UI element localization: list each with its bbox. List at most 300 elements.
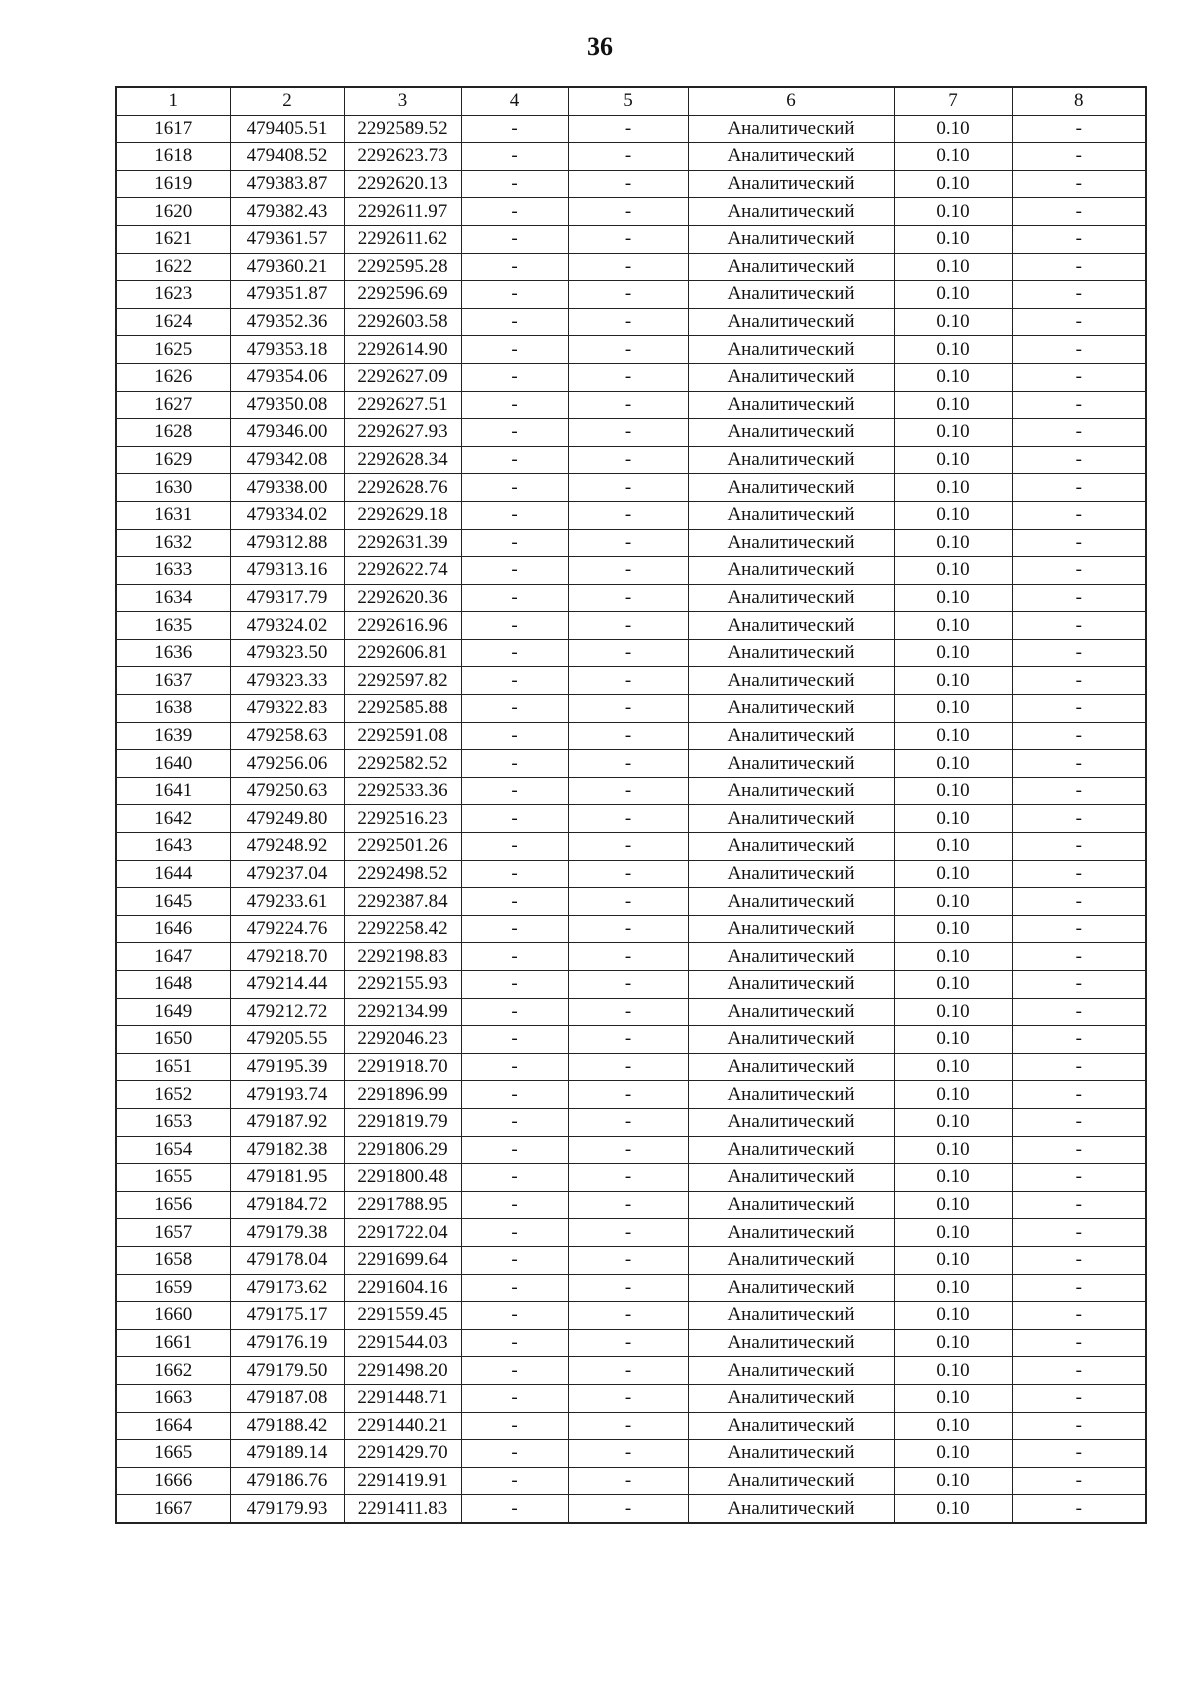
accuracy-cell: 0.10 xyxy=(894,1384,1012,1412)
column-5-cell: - xyxy=(568,170,688,198)
table-row xyxy=(116,860,1146,888)
x-coordinate-cell: 479218.70 xyxy=(230,943,344,971)
column-4-cell: - xyxy=(461,1329,568,1357)
column-header-6: 6 xyxy=(688,87,894,115)
column-8-cell: - xyxy=(1012,777,1146,805)
method-cell: Аналитический xyxy=(688,1357,894,1385)
point-number-cell: 1617 xyxy=(116,115,230,143)
column-5-cell: - xyxy=(568,529,688,557)
column-5-cell: - xyxy=(568,805,688,833)
table-row xyxy=(116,1384,1146,1412)
table-row xyxy=(116,888,1146,916)
column-5-cell: - xyxy=(568,639,688,667)
column-header-5: 5 xyxy=(568,87,688,115)
column-5-cell: - xyxy=(568,1329,688,1357)
x-coordinate-cell: 479233.61 xyxy=(230,888,344,916)
column-5-cell: - xyxy=(568,281,688,309)
column-8-cell: - xyxy=(1012,612,1146,640)
column-4-cell: - xyxy=(461,281,568,309)
column-5-cell: - xyxy=(568,1274,688,1302)
column-4-cell: - xyxy=(461,225,568,253)
x-coordinate-cell: 479256.06 xyxy=(230,750,344,778)
accuracy-cell: 0.10 xyxy=(894,805,1012,833)
column-5-cell: - xyxy=(568,1412,688,1440)
column-5-cell: - xyxy=(568,1026,688,1054)
table-row xyxy=(116,1467,1146,1495)
method-cell: Аналитический xyxy=(688,695,894,723)
column-header-3: 3 xyxy=(344,87,461,115)
x-coordinate-cell: 479250.63 xyxy=(230,777,344,805)
table-row xyxy=(116,1026,1146,1054)
column-4-cell: - xyxy=(461,833,568,861)
method-cell: Аналитический xyxy=(688,143,894,171)
y-coordinate-cell: 2292498.52 xyxy=(344,860,461,888)
accuracy-cell: 0.10 xyxy=(894,998,1012,1026)
column-4-cell: - xyxy=(461,474,568,502)
header-row xyxy=(116,87,1146,115)
accuracy-cell: 0.10 xyxy=(894,1495,1012,1523)
point-number-cell: 1639 xyxy=(116,722,230,750)
column-8-cell: - xyxy=(1012,1329,1146,1357)
point-number-cell: 1640 xyxy=(116,750,230,778)
column-5-cell: - xyxy=(568,253,688,281)
x-coordinate-cell: 479187.92 xyxy=(230,1108,344,1136)
method-cell: Аналитический xyxy=(688,1495,894,1523)
point-number-cell: 1652 xyxy=(116,1081,230,1109)
point-number-cell: 1661 xyxy=(116,1329,230,1357)
method-cell: Аналитический xyxy=(688,1136,894,1164)
column-5-cell: - xyxy=(568,777,688,805)
table-row xyxy=(116,446,1146,474)
y-coordinate-cell: 2292589.52 xyxy=(344,115,461,143)
accuracy-cell: 0.10 xyxy=(894,667,1012,695)
y-coordinate-cell: 2292631.39 xyxy=(344,529,461,557)
column-5-cell: - xyxy=(568,1164,688,1192)
x-coordinate-cell: 479188.42 xyxy=(230,1412,344,1440)
table-row xyxy=(116,722,1146,750)
y-coordinate-cell: 2291819.79 xyxy=(344,1108,461,1136)
column-4-cell: - xyxy=(461,1164,568,1192)
method-cell: Аналитический xyxy=(688,170,894,198)
column-5-cell: - xyxy=(568,722,688,750)
point-number-cell: 1666 xyxy=(116,1467,230,1495)
table-row xyxy=(116,639,1146,667)
y-coordinate-cell: 2292622.74 xyxy=(344,557,461,585)
point-number-cell: 1621 xyxy=(116,225,230,253)
y-coordinate-cell: 2291419.91 xyxy=(344,1467,461,1495)
accuracy-cell: 0.10 xyxy=(894,308,1012,336)
column-8-cell: - xyxy=(1012,419,1146,447)
table-row xyxy=(116,1108,1146,1136)
accuracy-cell: 0.10 xyxy=(894,419,1012,447)
y-coordinate-cell: 2292614.90 xyxy=(344,336,461,364)
y-coordinate-cell: 2292596.69 xyxy=(344,281,461,309)
table-row xyxy=(116,501,1146,529)
table-row xyxy=(116,667,1146,695)
column-4-cell: - xyxy=(461,1357,568,1385)
column-5-cell: - xyxy=(568,225,688,253)
method-cell: Аналитический xyxy=(688,1026,894,1054)
accuracy-cell: 0.10 xyxy=(894,888,1012,916)
y-coordinate-cell: 2292198.83 xyxy=(344,943,461,971)
column-4-cell: - xyxy=(461,860,568,888)
y-coordinate-cell: 2292501.26 xyxy=(344,833,461,861)
column-8-cell: - xyxy=(1012,170,1146,198)
method-cell: Аналитический xyxy=(688,943,894,971)
column-4-cell: - xyxy=(461,1412,568,1440)
x-coordinate-cell: 479312.88 xyxy=(230,529,344,557)
table-row xyxy=(116,1191,1146,1219)
accuracy-cell: 0.10 xyxy=(894,529,1012,557)
method-cell: Аналитический xyxy=(688,777,894,805)
x-coordinate-cell: 479346.00 xyxy=(230,419,344,447)
table-row xyxy=(116,750,1146,778)
point-number-cell: 1637 xyxy=(116,667,230,695)
y-coordinate-cell: 2291699.64 xyxy=(344,1246,461,1274)
column-5-cell: - xyxy=(568,115,688,143)
column-5-cell: - xyxy=(568,198,688,226)
accuracy-cell: 0.10 xyxy=(894,639,1012,667)
column-8-cell: - xyxy=(1012,143,1146,171)
method-cell: Аналитический xyxy=(688,336,894,364)
table-row xyxy=(116,584,1146,612)
accuracy-cell: 0.10 xyxy=(894,1108,1012,1136)
column-4-cell: - xyxy=(461,143,568,171)
accuracy-cell: 0.10 xyxy=(894,612,1012,640)
column-8-cell: - xyxy=(1012,1136,1146,1164)
x-coordinate-cell: 479258.63 xyxy=(230,722,344,750)
accuracy-cell: 0.10 xyxy=(894,170,1012,198)
method-cell: Аналитический xyxy=(688,281,894,309)
x-coordinate-cell: 479224.76 xyxy=(230,915,344,943)
method-cell: Аналитический xyxy=(688,115,894,143)
point-number-cell: 1662 xyxy=(116,1357,230,1385)
y-coordinate-cell: 2292533.36 xyxy=(344,777,461,805)
y-coordinate-cell: 2291788.95 xyxy=(344,1191,461,1219)
column-4-cell: - xyxy=(461,1053,568,1081)
point-number-cell: 1657 xyxy=(116,1219,230,1247)
column-5-cell: - xyxy=(568,336,688,364)
table-row xyxy=(116,777,1146,805)
column-5-cell: - xyxy=(568,695,688,723)
y-coordinate-cell: 2292628.34 xyxy=(344,446,461,474)
column-8-cell: - xyxy=(1012,1302,1146,1330)
column-5-cell: - xyxy=(568,1495,688,1523)
accuracy-cell: 0.10 xyxy=(894,971,1012,999)
y-coordinate-cell: 2291918.70 xyxy=(344,1053,461,1081)
accuracy-cell: 0.10 xyxy=(894,833,1012,861)
y-coordinate-cell: 2292623.73 xyxy=(344,143,461,171)
column-8-cell: - xyxy=(1012,1495,1146,1523)
column-4-cell: - xyxy=(461,1274,568,1302)
column-8-cell: - xyxy=(1012,281,1146,309)
accuracy-cell: 0.10 xyxy=(894,584,1012,612)
y-coordinate-cell: 2291448.71 xyxy=(344,1384,461,1412)
point-number-cell: 1627 xyxy=(116,391,230,419)
method-cell: Аналитический xyxy=(688,1302,894,1330)
accuracy-cell: 0.10 xyxy=(894,1246,1012,1274)
accuracy-cell: 0.10 xyxy=(894,777,1012,805)
method-cell: Аналитический xyxy=(688,363,894,391)
accuracy-cell: 0.10 xyxy=(894,1412,1012,1440)
method-cell: Аналитический xyxy=(688,915,894,943)
x-coordinate-cell: 479193.74 xyxy=(230,1081,344,1109)
y-coordinate-cell: 2291604.16 xyxy=(344,1274,461,1302)
table-row xyxy=(116,308,1146,336)
column-8-cell: - xyxy=(1012,1467,1146,1495)
column-5-cell: - xyxy=(568,888,688,916)
x-coordinate-cell: 479324.02 xyxy=(230,612,344,640)
accuracy-cell: 0.10 xyxy=(894,281,1012,309)
column-5-cell: - xyxy=(568,1219,688,1247)
y-coordinate-cell: 2291498.20 xyxy=(344,1357,461,1385)
accuracy-cell: 0.10 xyxy=(894,1136,1012,1164)
accuracy-cell: 0.10 xyxy=(894,1302,1012,1330)
x-coordinate-cell: 479189.14 xyxy=(230,1440,344,1468)
accuracy-cell: 0.10 xyxy=(894,860,1012,888)
accuracy-cell: 0.10 xyxy=(894,336,1012,364)
method-cell: Аналитический xyxy=(688,750,894,778)
column-8-cell: - xyxy=(1012,1053,1146,1081)
column-5-cell: - xyxy=(568,915,688,943)
y-coordinate-cell: 2291411.83 xyxy=(344,1495,461,1523)
column-8-cell: - xyxy=(1012,915,1146,943)
point-number-cell: 1624 xyxy=(116,308,230,336)
column-4-cell: - xyxy=(461,1302,568,1330)
table-row xyxy=(116,943,1146,971)
x-coordinate-cell: 479405.51 xyxy=(230,115,344,143)
x-coordinate-cell: 479179.93 xyxy=(230,1495,344,1523)
column-4-cell: - xyxy=(461,915,568,943)
column-4-cell: - xyxy=(461,1136,568,1164)
accuracy-cell: 0.10 xyxy=(894,695,1012,723)
point-number-cell: 1628 xyxy=(116,419,230,447)
table-row xyxy=(116,474,1146,502)
column-5-cell: - xyxy=(568,833,688,861)
method-cell: Аналитический xyxy=(688,833,894,861)
point-number-cell: 1634 xyxy=(116,584,230,612)
column-5-cell: - xyxy=(568,943,688,971)
column-4-cell: - xyxy=(461,253,568,281)
y-coordinate-cell: 2292134.99 xyxy=(344,998,461,1026)
x-coordinate-cell: 479182.38 xyxy=(230,1136,344,1164)
table-row xyxy=(116,695,1146,723)
column-4-cell: - xyxy=(461,805,568,833)
method-cell: Аналитический xyxy=(688,1329,894,1357)
point-number-cell: 1638 xyxy=(116,695,230,723)
column-5-cell: - xyxy=(568,557,688,585)
method-cell: Аналитический xyxy=(688,1053,894,1081)
column-4-cell: - xyxy=(461,777,568,805)
table-row xyxy=(116,225,1146,253)
point-number-cell: 1630 xyxy=(116,474,230,502)
point-number-cell: 1636 xyxy=(116,639,230,667)
accuracy-cell: 0.10 xyxy=(894,1191,1012,1219)
column-5-cell: - xyxy=(568,750,688,778)
table-row xyxy=(116,198,1146,226)
y-coordinate-cell: 2292627.51 xyxy=(344,391,461,419)
accuracy-cell: 0.10 xyxy=(894,501,1012,529)
column-8-cell: - xyxy=(1012,639,1146,667)
column-5-cell: - xyxy=(568,474,688,502)
x-coordinate-cell: 479205.55 xyxy=(230,1026,344,1054)
column-5-cell: - xyxy=(568,1467,688,1495)
column-4-cell: - xyxy=(461,943,568,971)
point-number-cell: 1651 xyxy=(116,1053,230,1081)
column-4-cell: - xyxy=(461,971,568,999)
x-coordinate-cell: 479408.52 xyxy=(230,143,344,171)
column-8-cell: - xyxy=(1012,446,1146,474)
point-number-cell: 1629 xyxy=(116,446,230,474)
x-coordinate-cell: 479237.04 xyxy=(230,860,344,888)
y-coordinate-cell: 2292611.62 xyxy=(344,225,461,253)
point-number-cell: 1643 xyxy=(116,833,230,861)
column-8-cell: - xyxy=(1012,1108,1146,1136)
x-coordinate-cell: 479178.04 xyxy=(230,1246,344,1274)
x-coordinate-cell: 479249.80 xyxy=(230,805,344,833)
y-coordinate-cell: 2292629.18 xyxy=(344,501,461,529)
y-coordinate-cell: 2292627.93 xyxy=(344,419,461,447)
table-row xyxy=(116,998,1146,1026)
column-8-cell: - xyxy=(1012,557,1146,585)
column-4-cell: - xyxy=(461,198,568,226)
table-row xyxy=(116,1081,1146,1109)
y-coordinate-cell: 2292591.08 xyxy=(344,722,461,750)
x-coordinate-cell: 479179.50 xyxy=(230,1357,344,1385)
coordinates-table xyxy=(115,86,1147,1524)
method-cell: Аналитический xyxy=(688,446,894,474)
accuracy-cell: 0.10 xyxy=(894,143,1012,171)
accuracy-cell: 0.10 xyxy=(894,943,1012,971)
column-4-cell: - xyxy=(461,667,568,695)
table-row xyxy=(116,336,1146,364)
column-4-cell: - xyxy=(461,584,568,612)
table-row xyxy=(116,833,1146,861)
table-row xyxy=(116,915,1146,943)
point-number-cell: 1649 xyxy=(116,998,230,1026)
column-5-cell: - xyxy=(568,1246,688,1274)
x-coordinate-cell: 479342.08 xyxy=(230,446,344,474)
column-8-cell: - xyxy=(1012,336,1146,364)
column-8-cell: - xyxy=(1012,860,1146,888)
point-number-cell: 1633 xyxy=(116,557,230,585)
point-number-cell: 1635 xyxy=(116,612,230,640)
accuracy-cell: 0.10 xyxy=(894,1053,1012,1081)
column-4-cell: - xyxy=(461,336,568,364)
accuracy-cell: 0.10 xyxy=(894,722,1012,750)
x-coordinate-cell: 479352.36 xyxy=(230,308,344,336)
column-8-cell: - xyxy=(1012,1440,1146,1468)
column-8-cell: - xyxy=(1012,971,1146,999)
method-cell: Аналитический xyxy=(688,474,894,502)
table-row xyxy=(116,115,1146,143)
page-number: 36 xyxy=(587,32,613,61)
y-coordinate-cell: 2292628.76 xyxy=(344,474,461,502)
column-4-cell: - xyxy=(461,501,568,529)
column-4-cell: - xyxy=(461,1191,568,1219)
column-4-cell: - xyxy=(461,529,568,557)
column-8-cell: - xyxy=(1012,1384,1146,1412)
column-8-cell: - xyxy=(1012,198,1146,226)
x-coordinate-cell: 479181.95 xyxy=(230,1164,344,1192)
x-coordinate-cell: 479323.50 xyxy=(230,639,344,667)
column-4-cell: - xyxy=(461,722,568,750)
accuracy-cell: 0.10 xyxy=(894,1329,1012,1357)
table-row xyxy=(116,419,1146,447)
table-header xyxy=(116,87,1146,115)
x-coordinate-cell: 479173.62 xyxy=(230,1274,344,1302)
accuracy-cell: 0.10 xyxy=(894,253,1012,281)
column-8-cell: - xyxy=(1012,363,1146,391)
method-cell: Аналитический xyxy=(688,225,894,253)
column-5-cell: - xyxy=(568,308,688,336)
point-number-cell: 1654 xyxy=(116,1136,230,1164)
x-coordinate-cell: 479184.72 xyxy=(230,1191,344,1219)
y-coordinate-cell: 2291896.99 xyxy=(344,1081,461,1109)
y-coordinate-cell: 2291806.29 xyxy=(344,1136,461,1164)
column-8-cell: - xyxy=(1012,998,1146,1026)
x-coordinate-cell: 479175.17 xyxy=(230,1302,344,1330)
method-cell: Аналитический xyxy=(688,198,894,226)
column-5-cell: - xyxy=(568,1384,688,1412)
accuracy-cell: 0.10 xyxy=(894,750,1012,778)
point-number-cell: 1665 xyxy=(116,1440,230,1468)
column-8-cell: - xyxy=(1012,391,1146,419)
accuracy-cell: 0.10 xyxy=(894,1164,1012,1192)
column-5-cell: - xyxy=(568,860,688,888)
column-4-cell: - xyxy=(461,1495,568,1523)
point-number-cell: 1620 xyxy=(116,198,230,226)
point-number-cell: 1660 xyxy=(116,1302,230,1330)
point-number-cell: 1644 xyxy=(116,860,230,888)
point-number-cell: 1655 xyxy=(116,1164,230,1192)
column-4-cell: - xyxy=(461,1246,568,1274)
x-coordinate-cell: 479354.06 xyxy=(230,363,344,391)
y-coordinate-cell: 2292616.96 xyxy=(344,612,461,640)
y-coordinate-cell: 2292595.28 xyxy=(344,253,461,281)
column-5-cell: - xyxy=(568,501,688,529)
accuracy-cell: 0.10 xyxy=(894,446,1012,474)
column-5-cell: - xyxy=(568,1357,688,1385)
y-coordinate-cell: 2292603.58 xyxy=(344,308,461,336)
x-coordinate-cell: 479322.83 xyxy=(230,695,344,723)
table-row xyxy=(116,1136,1146,1164)
method-cell: Аналитический xyxy=(688,1440,894,1468)
column-4-cell: - xyxy=(461,998,568,1026)
method-cell: Аналитический xyxy=(688,419,894,447)
point-number-cell: 1656 xyxy=(116,1191,230,1219)
point-number-cell: 1663 xyxy=(116,1384,230,1412)
x-coordinate-cell: 479214.44 xyxy=(230,971,344,999)
accuracy-cell: 0.10 xyxy=(894,225,1012,253)
table-row xyxy=(116,1357,1146,1385)
method-cell: Аналитический xyxy=(688,860,894,888)
accuracy-cell: 0.10 xyxy=(894,557,1012,585)
column-8-cell: - xyxy=(1012,584,1146,612)
column-8-cell: - xyxy=(1012,1026,1146,1054)
x-coordinate-cell: 479360.21 xyxy=(230,253,344,281)
table-row xyxy=(116,1412,1146,1440)
column-5-cell: - xyxy=(568,143,688,171)
accuracy-cell: 0.10 xyxy=(894,363,1012,391)
point-number-cell: 1667 xyxy=(116,1495,230,1523)
table-row xyxy=(116,1274,1146,1302)
method-cell: Аналитический xyxy=(688,805,894,833)
table-row xyxy=(116,1164,1146,1192)
table-body xyxy=(116,115,1146,1523)
x-coordinate-cell: 479334.02 xyxy=(230,501,344,529)
accuracy-cell: 0.10 xyxy=(894,391,1012,419)
